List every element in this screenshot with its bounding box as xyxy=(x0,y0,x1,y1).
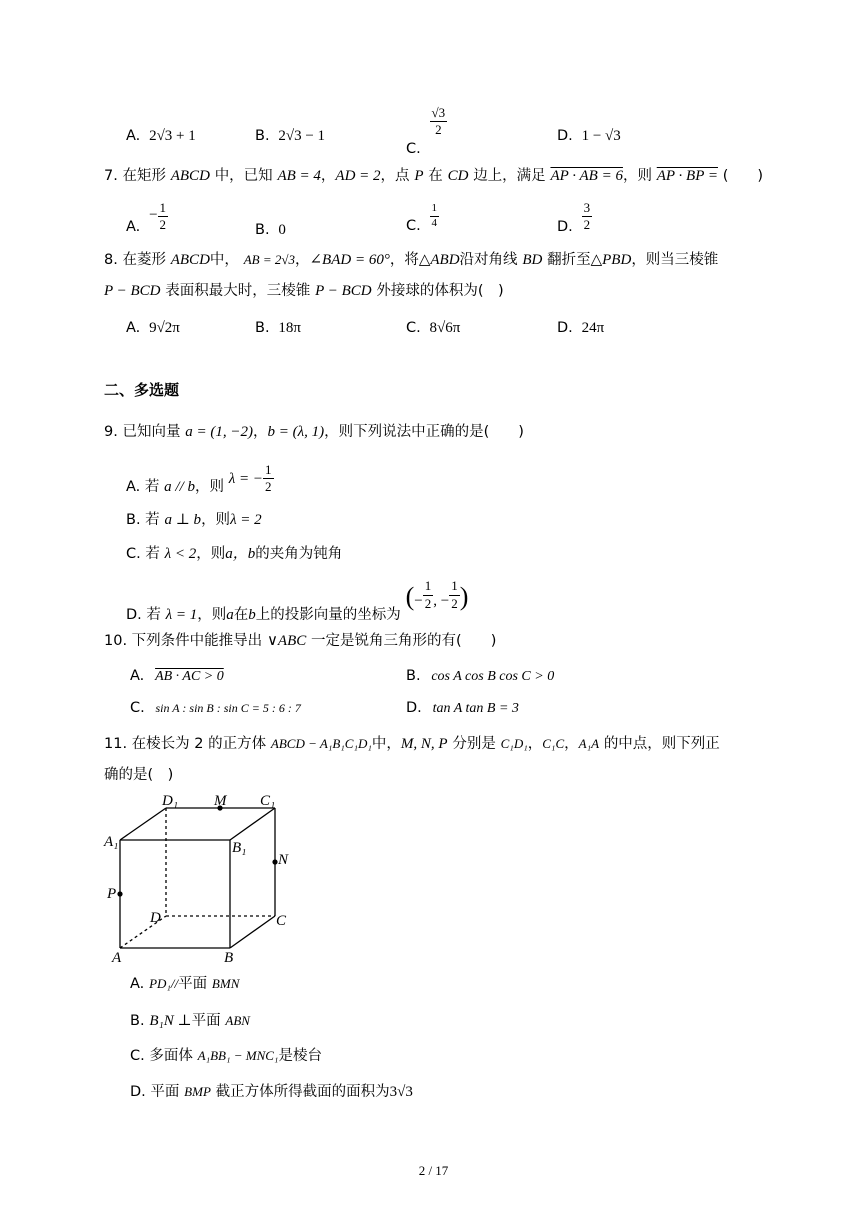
q6-option-c-fraction: $\frac{√3}{2}$ xyxy=(431,105,446,138)
cube-figure xyxy=(100,790,300,970)
q7-option-d-fraction: $\frac{3}{2}$ xyxy=(583,200,591,233)
q9-option-d-fraction-2: $\frac{1}{2}$ xyxy=(451,578,458,611)
label-a1: A₁ xyxy=(104,834,119,850)
q8-stem-line-1: 8. 在菱形 ABCD中， AB = 2√3，∠BAD = 60°，将△ABD沿对角线 BD 翻折至△PBD，则当三棱锥 xyxy=(104,252,719,268)
q10-option-d: D. tan A tan B = 3 xyxy=(406,700,519,716)
q8-option-d: D. 24π xyxy=(557,320,605,336)
q7-option-d: D. $\frac{3}{2}$ xyxy=(557,200,591,235)
q9-option-a-fraction: $\frac{1}{2}$ xyxy=(265,462,272,495)
q6-option-b: B. 2√3 − 1 xyxy=(255,128,326,144)
q11-option-d: D. 平面 BMP 截正方体所得截面的面积为3√3 xyxy=(130,1084,413,1100)
q8-stem-line-2: P − BCD 表面积最大时，三棱锥 P − BCD 外接球的体积为( ) xyxy=(104,283,504,299)
q7-option-c: C. $\frac{1}{4}$ xyxy=(406,202,438,235)
q7-stem: 7. 在矩形 ABCD 中，已知 AB = 4，AD = 2，点 P 在 CD 边上，满足 AP · AB = 6，则 AP · BP = ( ) xyxy=(104,168,764,184)
q11-stem-line-1: 11. 在棱长为 2 的正方体 ABCD − A₁B₁C₁D₁中，M, N, P 分别是 C₁D₁，C₁C，A₁A 的中点，则下列正 xyxy=(104,736,720,752)
q9-option-d: D. 若 λ = 1，则a在b上的投影向量的坐标为 (− $\frac{1}{2}$ , − $\frac{1}{2}$ ) xyxy=(126,578,469,623)
label-d: D xyxy=(150,910,161,926)
q9-stem: 9. 已知向量 a = (1, −2)，b = (λ, 1)，则下列说法中正确的是( ) xyxy=(104,424,524,440)
q10-option-b: B. cos A cos B cos C > 0 xyxy=(406,668,555,684)
q10-stem: 10. 下列条件中能推导出 ∨ABC 一定是锐角三角形的有( ) xyxy=(104,633,497,649)
q9-option-c: C. 若 λ < 2，则a，b的夹角为钝角 xyxy=(126,546,343,562)
q8-option-b: B. 18π xyxy=(255,320,301,336)
q7-dot-product-1: AP · AB = 6 xyxy=(550,168,623,184)
edge-b1c1 xyxy=(230,808,275,840)
point-n xyxy=(272,859,277,864)
q8-option-c: C. 8√6π xyxy=(406,320,461,336)
q6-option-c: C. $\frac{√3}{2}$ xyxy=(406,105,446,157)
q7-dot-product-2: AP · BP = xyxy=(656,168,718,184)
q9-option-d-fraction-1: $\frac{1}{2}$ xyxy=(424,578,432,611)
label-b1: B₁ xyxy=(232,840,247,856)
label-m: M xyxy=(214,793,227,809)
q9-option-a: A. 若 a // b，则 λ = − $\frac{1}{2}$ xyxy=(126,462,272,495)
section-heading-multi-choice: 二、多选题 xyxy=(104,381,180,399)
q11-option-a: A. PD₁//平面 BMN xyxy=(130,976,240,992)
q11-option-b: B. B₁N ⊥平面 ABN xyxy=(130,1013,250,1029)
label-c1: C₁ xyxy=(260,793,276,809)
q10-option-a: A. AB · AC > 0 xyxy=(130,668,224,684)
point-p xyxy=(117,891,122,896)
label-a: A xyxy=(112,950,122,966)
label-c: C xyxy=(276,913,287,929)
label-n: N xyxy=(278,852,289,868)
label-d1: D₁ xyxy=(162,793,179,809)
q7-option-a: A. − $\frac{1}{2}$ xyxy=(126,200,167,235)
q6-option-d: D. 1 − √3 xyxy=(557,128,621,144)
label-p: P xyxy=(107,886,117,902)
q6-option-b-math: 2√3 − 1 xyxy=(278,128,326,144)
q8-option-a: A. 9√2π xyxy=(126,320,180,336)
label-b: B xyxy=(224,950,234,966)
q7-option-b: B. 0 xyxy=(255,222,286,238)
edge-bc xyxy=(230,916,275,948)
q11-stem-line-2: 确的是( ) xyxy=(104,767,174,783)
q11-option-c: C. 多面体 A₁BB₁ − MNC₁是棱台 xyxy=(130,1048,322,1064)
edge-a1d1 xyxy=(120,808,166,840)
q6-option-a: A. 2√3 + 1 xyxy=(126,128,196,144)
q7-option-c-fraction: $\frac{1}{4}$ xyxy=(431,202,438,229)
q7-option-a-fraction: $\frac{1}{2}$ xyxy=(159,200,167,233)
page-number: 2 / 17 xyxy=(418,1163,449,1178)
q6-option-a-math: 2√3 + 1 xyxy=(149,128,196,144)
q6-option-d-math: 1 − √3 xyxy=(581,128,621,144)
q9-option-b: B. 若 a ⊥ b，则λ = 2 xyxy=(126,512,262,528)
q10-option-c: C. sin A : sin B : sin C = 5 : 6 : 7 xyxy=(130,700,301,716)
